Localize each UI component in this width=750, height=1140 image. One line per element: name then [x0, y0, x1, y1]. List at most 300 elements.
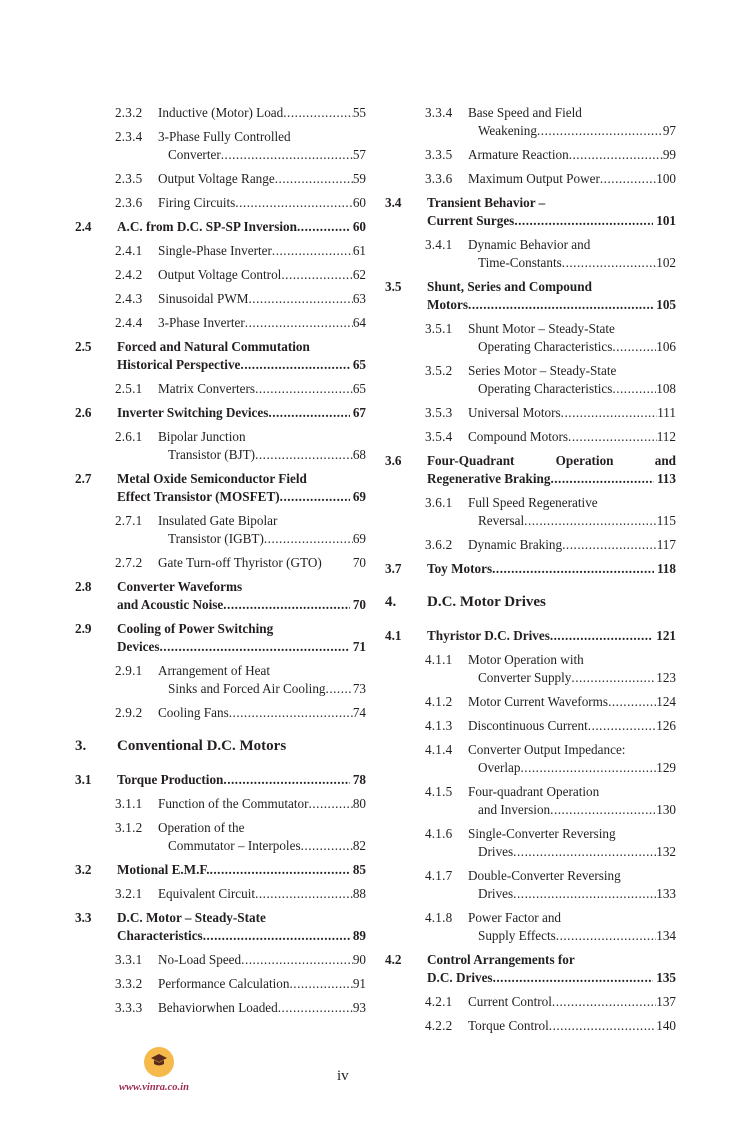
- entry-title: Firing Circuits: [158, 195, 236, 210]
- page-ref: 62: [352, 267, 366, 282]
- page-ref: 73: [352, 681, 366, 696]
- entry-title: Characteristics: [117, 928, 203, 943]
- entry-number: 3.4: [385, 195, 402, 210]
- toc-subsection-entry[interactable]: [385, 693, 676, 711]
- toc-section-entry[interactable]: [385, 194, 676, 230]
- entry-title: Gate Turn-off Thyristor (GTO): [158, 555, 322, 570]
- page-ref: 129: [656, 760, 676, 775]
- page-ref: 97: [662, 123, 676, 138]
- page-ref: 70: [352, 597, 366, 612]
- entry-title: No-Load Speed: [158, 952, 242, 967]
- entry-number: 3.1.1: [115, 796, 143, 811]
- dot-leader: [241, 951, 353, 969]
- entry-title: Matrix Converters: [158, 381, 256, 396]
- dot-leader: [223, 596, 350, 614]
- dot-leader: [513, 885, 656, 903]
- entry-number: 4.2.2: [425, 1018, 453, 1033]
- entry-number: 3.3: [75, 910, 92, 925]
- dot-leader: [223, 771, 349, 789]
- page-ref: 140: [656, 1018, 676, 1033]
- page-ref: 64: [352, 315, 366, 330]
- entry-title: Single-Converter Reversing: [468, 826, 616, 841]
- dot-leader: [159, 638, 349, 656]
- entry-number: 4.2: [385, 952, 402, 967]
- dot-leader: [280, 488, 350, 506]
- entry-title: Converter Output Impedance:: [468, 742, 626, 757]
- entry-title: Function of the Commutator: [158, 796, 309, 811]
- entry-title: Torque Control: [468, 1018, 549, 1033]
- entry-title: Converter: [168, 147, 221, 162]
- dot-leader: [562, 254, 656, 272]
- entry-title: Behaviorwhen Loaded: [158, 1000, 278, 1015]
- toc-subsection-entry[interactable]: [385, 1017, 676, 1035]
- toc-subsection-entry[interactable]: [75, 951, 366, 969]
- page-ref: 78: [352, 772, 366, 787]
- entry-number: 3.6: [385, 453, 402, 468]
- entry-number: 3.3.3: [115, 1000, 143, 1015]
- entry-title: Motor Current Waveforms: [468, 694, 609, 709]
- toc-subsection-entry[interactable]: [385, 741, 676, 777]
- dot-leader: [493, 969, 654, 987]
- dot-leader: [552, 993, 656, 1011]
- entry-title: Four-quadrant Operation: [468, 784, 600, 799]
- entry-number: 3.3.6: [425, 171, 453, 186]
- page-ref: 113: [656, 471, 676, 486]
- entry-title: Shunt Motor – Steady-State: [468, 321, 615, 336]
- entry-title: Bipolar Junction: [158, 429, 246, 444]
- toc-section-entry[interactable]: [75, 861, 366, 879]
- dot-leader: [600, 170, 656, 188]
- page-ref: 100: [656, 171, 676, 186]
- entry-number: 2.4.4: [115, 315, 143, 330]
- entry-title: Inverter Switching Devices: [117, 405, 269, 420]
- entry-title: Transient Behavior –: [427, 195, 546, 210]
- entry-title: Output Voltage Range: [158, 171, 275, 186]
- page-ref: 91: [352, 976, 366, 991]
- toc-subsection-entry[interactable]: [385, 825, 676, 861]
- entry-number: 2.3.2: [115, 105, 143, 120]
- entry-title: Universal Motors: [468, 405, 561, 420]
- dot-leader: [608, 693, 656, 711]
- entry-title: Insulated Gate Bipolar: [158, 513, 278, 528]
- entry-number: 4.1.4: [425, 742, 453, 757]
- entry-title: Converter Waveforms: [117, 579, 243, 594]
- entry-number: 2.3.5: [115, 171, 143, 186]
- toc-section-entry[interactable]: [75, 470, 366, 506]
- dot-leader: [221, 146, 353, 164]
- entry-title: Series Motor – Steady-State: [468, 363, 617, 378]
- dot-leader: [255, 380, 353, 398]
- page-ref: 89: [352, 928, 366, 943]
- dot-leader: [513, 843, 656, 861]
- dot-leader: [550, 470, 654, 488]
- dot-leader: [240, 356, 349, 374]
- entry-number: 3.1.2: [115, 820, 143, 835]
- toc-subsection-entry[interactable]: [385, 320, 676, 356]
- toc-subsection-entry[interactable]: [385, 783, 676, 819]
- entry-number: 2.6: [75, 405, 92, 420]
- entry-number: 3.5.3: [425, 405, 453, 420]
- entry-number: 3.3.4: [425, 105, 453, 120]
- entry-title: Regenerative Braking: [427, 471, 551, 486]
- entry-number: 2.7.1: [115, 513, 143, 528]
- toc-section-entry[interactable]: [75, 218, 366, 236]
- entry-number: 2.9.1: [115, 663, 143, 678]
- toc-subsection-entry[interactable]: [75, 704, 366, 722]
- toc-subsection-entry[interactable]: [75, 428, 366, 464]
- toc-subsection-entry[interactable]: [385, 867, 676, 903]
- entry-number: 3.3.2: [115, 976, 143, 991]
- toc-right-column: [385, 104, 676, 1041]
- entry-number: 3.2.1: [115, 886, 143, 901]
- entry-number: 3.5.2: [425, 363, 453, 378]
- dot-leader: [588, 717, 656, 735]
- page-ref: 115: [656, 513, 676, 528]
- toc-subsection-entry[interactable]: [385, 170, 676, 188]
- dot-leader: [268, 404, 349, 422]
- entry-title: Thyristor D.C. Drives: [427, 628, 550, 643]
- entry-number: 2.4: [75, 219, 92, 234]
- dot-leader: [275, 170, 353, 188]
- entry-title: and Acoustic Noise: [117, 597, 224, 612]
- toc-subsection-entry[interactable]: [385, 909, 676, 945]
- entry-title: Full Speed Regenerative: [468, 495, 598, 510]
- toc-subsection-entry[interactable]: [385, 404, 676, 422]
- toc-subsection-entry[interactable]: [75, 194, 366, 212]
- toc-subsection-entry[interactable]: [385, 428, 676, 446]
- entry-number: 3.2: [75, 862, 92, 877]
- entry-title: Historical Perspective: [117, 357, 241, 372]
- dot-leader: [537, 122, 663, 140]
- entry-number: 4.1.5: [425, 784, 453, 799]
- page-ref: 132: [656, 844, 676, 859]
- page-ref: 93: [352, 1000, 366, 1015]
- toc-section-entry[interactable]: [385, 560, 676, 578]
- entry-title: Control Arrangements for: [427, 952, 575, 967]
- dot-leader: [468, 296, 653, 314]
- page-ref: 88: [352, 886, 366, 901]
- entry-title: Cooling of Power Switching: [117, 621, 274, 636]
- entry-title: Power Factor and: [468, 910, 562, 925]
- toc-left-column: [75, 104, 366, 1023]
- dot-leader: [569, 146, 663, 164]
- dot-leader: [556, 927, 656, 945]
- page-ref: 118: [656, 561, 676, 576]
- page-ref: 108: [656, 381, 676, 396]
- page-ref: 55: [352, 105, 366, 120]
- entry-title: Sinks and Forced Air Cooling: [168, 681, 326, 696]
- entry-number: 2.9: [75, 621, 92, 636]
- page-ref: 111: [657, 405, 676, 420]
- dot-leader: [235, 194, 353, 212]
- entry-number: 2.4.2: [115, 267, 143, 282]
- toc-subsection-entry[interactable]: [75, 512, 366, 548]
- toc-section-entry[interactable]: [75, 620, 366, 656]
- dot-leader: [492, 560, 654, 578]
- entry-number: 4.1.8: [425, 910, 453, 925]
- entry-number: 3.1: [75, 772, 92, 787]
- toc-section-entry[interactable]: [75, 909, 366, 945]
- entry-title: and Inversion: [478, 802, 551, 817]
- toc-subsection-entry[interactable]: [385, 494, 676, 530]
- toc-subsection-entry[interactable]: [75, 662, 366, 698]
- entry-number: 3.5.4: [425, 429, 453, 444]
- toc-subsection-entry[interactable]: [385, 993, 676, 1011]
- page-ref: 71: [352, 639, 366, 654]
- dot-leader: [278, 999, 353, 1017]
- entry-title: Armature Reaction: [468, 147, 569, 162]
- entry-title: Compound Motors: [468, 429, 569, 444]
- entry-number: 2.3.6: [115, 195, 143, 210]
- entry-title: Four-Quadrant Operation and: [427, 453, 676, 468]
- entry-title: Operating Characteristics: [478, 339, 613, 354]
- entry-number: 3.4.1: [425, 237, 453, 252]
- entry-title: Base Speed and Field: [468, 105, 582, 120]
- entry-number: 3.3.1: [115, 952, 143, 967]
- entry-number: 4.1.1: [425, 652, 453, 667]
- entry-title: Maximum Output Power: [468, 171, 600, 186]
- page-ref: 65: [352, 357, 366, 372]
- entry-title: Single-Phase Inverter: [158, 243, 272, 258]
- toc-subsection-entry[interactable]: [385, 146, 676, 164]
- dot-leader: [301, 837, 353, 855]
- entry-title: Transistor (BJT): [168, 447, 256, 462]
- entry-number: 4.2.1: [425, 994, 453, 1009]
- toc-subsection-entry[interactable]: [385, 536, 676, 554]
- website-link[interactable]: www.vinra.co.in: [119, 1082, 189, 1093]
- toc-subsection-entry[interactable]: [385, 362, 676, 398]
- chapter-heading[interactable]: [75, 737, 366, 755]
- entry-title: Shunt, Series and Compound: [427, 279, 592, 294]
- dot-leader: [255, 446, 353, 464]
- dot-leader: [568, 428, 657, 446]
- entry-number: 3.5: [385, 279, 402, 294]
- toc-subsection-entry[interactable]: [75, 999, 366, 1017]
- dot-leader: [203, 927, 350, 945]
- toc-section-entry[interactable]: [75, 578, 366, 614]
- entry-title: Torque Production: [117, 772, 224, 787]
- entry-title: Overlap: [478, 760, 521, 775]
- toc-subsection-entry[interactable]: [385, 236, 676, 272]
- entry-title: Time-Constants: [478, 255, 562, 270]
- entry-title: D.C. Drives: [427, 970, 493, 985]
- toc-subsection-entry[interactable]: [75, 380, 366, 398]
- toc-section-entry[interactable]: [385, 627, 676, 645]
- toc-subsection-entry[interactable]: [75, 885, 366, 903]
- toc-subsection-entry[interactable]: [75, 170, 366, 188]
- dot-leader: [550, 627, 653, 645]
- dot-leader: [612, 380, 656, 398]
- dot-leader: [210, 861, 350, 879]
- entry-number: 3.6.1: [425, 495, 453, 510]
- entry-number: 4.1.6: [425, 826, 453, 841]
- toc-section-entry[interactable]: [385, 951, 676, 987]
- entry-number: 3.5.1: [425, 321, 453, 336]
- entry-title: Arrangement of Heat: [158, 663, 271, 678]
- dot-leader: [255, 885, 353, 903]
- entry-number: 3.7: [385, 561, 402, 576]
- entry-number: 4.1.7: [425, 868, 453, 883]
- entry-title: Effect Transistor (MOSFET): [117, 489, 280, 504]
- dot-leader: [297, 218, 350, 236]
- dot-leader: [571, 669, 656, 687]
- page-ref: 57: [352, 147, 366, 162]
- entry-number: 4.1: [385, 628, 402, 643]
- entry-title: 3-Phase Fully Controlled: [158, 129, 291, 144]
- entry-number: 2.4.3: [115, 291, 143, 306]
- entry-title: Dynamic Braking: [468, 537, 563, 552]
- entry-title: Current Surges: [427, 213, 515, 228]
- toc-subsection-entry[interactable]: [75, 128, 366, 164]
- toc-section-entry[interactable]: [75, 404, 366, 422]
- entry-title: Commutator – Interpoles: [168, 838, 301, 853]
- entry-title: Motor Operation with: [468, 652, 584, 667]
- entry-title: Current Control: [468, 994, 552, 1009]
- toc-subsection-entry[interactable]: [75, 554, 366, 572]
- entry-number: 3.6.2: [425, 537, 453, 552]
- dot-leader: [281, 266, 352, 284]
- toc-subsection-entry[interactable]: [385, 104, 676, 140]
- entry-number: 2.4.1: [115, 243, 143, 258]
- dot-leader: [561, 404, 658, 422]
- page-ref: 85: [352, 862, 366, 877]
- page-ref: 69: [352, 531, 366, 546]
- entry-title: 3-Phase Inverter: [158, 315, 245, 330]
- page-ref: 65: [352, 381, 366, 396]
- page-ref: 123: [656, 670, 676, 685]
- page-ref: 63: [352, 291, 366, 306]
- page-ref: 105: [656, 297, 676, 312]
- entry-number: 2.5.1: [115, 381, 143, 396]
- page-ref: 99: [662, 147, 676, 162]
- entry-title: Drives: [478, 844, 514, 859]
- entry-title: Toy Motors: [427, 561, 493, 576]
- entry-title: Drives: [478, 886, 514, 901]
- toc-subsection-entry[interactable]: [75, 795, 366, 813]
- graduation-cap-logo-icon: [144, 1047, 174, 1077]
- page-ref: 117: [656, 537, 676, 552]
- toc-subsection-entry[interactable]: [385, 717, 676, 735]
- entry-title: Conventional D.C. Motors: [117, 738, 287, 754]
- page-ref: 82: [352, 838, 366, 853]
- dot-leader: [272, 242, 353, 260]
- page-ref: 124: [656, 694, 676, 709]
- toc-subsection-entry[interactable]: [75, 975, 366, 993]
- entry-number: 3.: [75, 738, 87, 754]
- dot-leader: [520, 759, 656, 777]
- entry-number: 2.7: [75, 471, 92, 486]
- toc-subsection-entry[interactable]: [75, 819, 366, 855]
- entry-title: Reversal: [478, 513, 525, 528]
- entry-number: 2.3.4: [115, 129, 143, 144]
- toc-subsection-entry[interactable]: [75, 266, 366, 284]
- entry-title: Weakening: [478, 123, 537, 138]
- chapter-heading[interactable]: [385, 593, 676, 611]
- entry-title: Double-Converter Reversing: [468, 868, 621, 883]
- toc-subsection-entry[interactable]: [75, 242, 366, 260]
- page-ref: 67: [352, 405, 366, 420]
- entry-number: 2.7.2: [115, 555, 143, 570]
- page-number: iv: [337, 1068, 349, 1084]
- entry-title: Converter Supply: [478, 670, 572, 685]
- page-ref: 69: [352, 489, 366, 504]
- page-ref: 134: [656, 928, 676, 943]
- toc-subsection-entry[interactable]: [75, 290, 366, 308]
- page-ref: 106: [656, 339, 676, 354]
- entry-title: Sinusoidal PWM: [158, 291, 249, 306]
- page-ref: 133: [656, 886, 676, 901]
- entry-number: 2.8: [75, 579, 92, 594]
- entry-title: Metal Oxide Semiconductor Field: [117, 471, 307, 486]
- dot-leader: [514, 212, 653, 230]
- toc-subsection-entry[interactable]: [75, 314, 366, 332]
- entry-number: 4.1.3: [425, 718, 453, 733]
- toc-section-entry[interactable]: [75, 771, 366, 789]
- entry-title: A.C. from D.C. SP-SP Inversion: [117, 219, 297, 234]
- dot-leader: [612, 338, 656, 356]
- dot-leader: [524, 512, 657, 530]
- dot-leader: [326, 680, 353, 698]
- entry-title: Supply Effects: [478, 928, 556, 943]
- dot-leader: [562, 536, 657, 554]
- dot-leader: [309, 795, 353, 813]
- entry-title: Cooling Fans: [158, 705, 229, 720]
- dot-leader: [264, 530, 353, 548]
- toc-subsection-entry[interactable]: [75, 104, 366, 122]
- toc-section-entry[interactable]: [75, 338, 366, 374]
- page-ref: 61: [352, 243, 366, 258]
- entry-title: D.C. Motor Drives: [427, 594, 546, 610]
- entry-number: 3.3.5: [425, 147, 453, 162]
- page-ref: 137: [656, 994, 676, 1009]
- entry-number: 4.1.2: [425, 694, 453, 709]
- entry-number: 2.5: [75, 339, 92, 354]
- page-ref: 60: [352, 195, 366, 210]
- dot-leader: [283, 104, 353, 122]
- page-ref: 121: [656, 628, 676, 643]
- page-ref: 126: [656, 718, 676, 733]
- page-ref: 102: [656, 255, 676, 270]
- entry-title: Discontinuous Current: [468, 718, 588, 733]
- dot-leader: [549, 1017, 656, 1035]
- toc-section-entry[interactable]: [385, 278, 676, 314]
- dot-leader: [229, 704, 353, 722]
- page-ref: 135: [656, 970, 676, 985]
- entry-title: Operating Characteristics: [478, 381, 613, 396]
- entry-number: 2.9.2: [115, 705, 143, 720]
- entry-title: Motional E.M.F.: [117, 862, 210, 877]
- page-ref: 130: [656, 802, 676, 817]
- entry-title: Equivalent Circuit: [158, 886, 256, 901]
- entry-number: 4.: [385, 594, 397, 610]
- entry-number: 2.6.1: [115, 429, 143, 444]
- page-ref: 60: [352, 219, 366, 234]
- entry-title: Operation of the: [158, 820, 245, 835]
- page-ref: 101: [656, 213, 676, 228]
- toc-section-entry[interactable]: [385, 452, 676, 488]
- entry-title: Forced and Natural Commutation: [117, 339, 310, 354]
- entry-title: Transistor (IGBT): [168, 531, 264, 546]
- toc-subsection-entry[interactable]: [385, 651, 676, 687]
- page-ref: 74: [352, 705, 366, 720]
- page-ref: 112: [656, 429, 676, 444]
- page-ref: 90: [352, 952, 366, 967]
- entry-title: Dynamic Behavior and: [468, 237, 591, 252]
- entry-title: D.C. Motor – Steady-State: [117, 910, 266, 925]
- entry-title: Devices: [117, 639, 160, 654]
- entry-title: Motors: [427, 297, 469, 312]
- page-ref: 59: [352, 171, 366, 186]
